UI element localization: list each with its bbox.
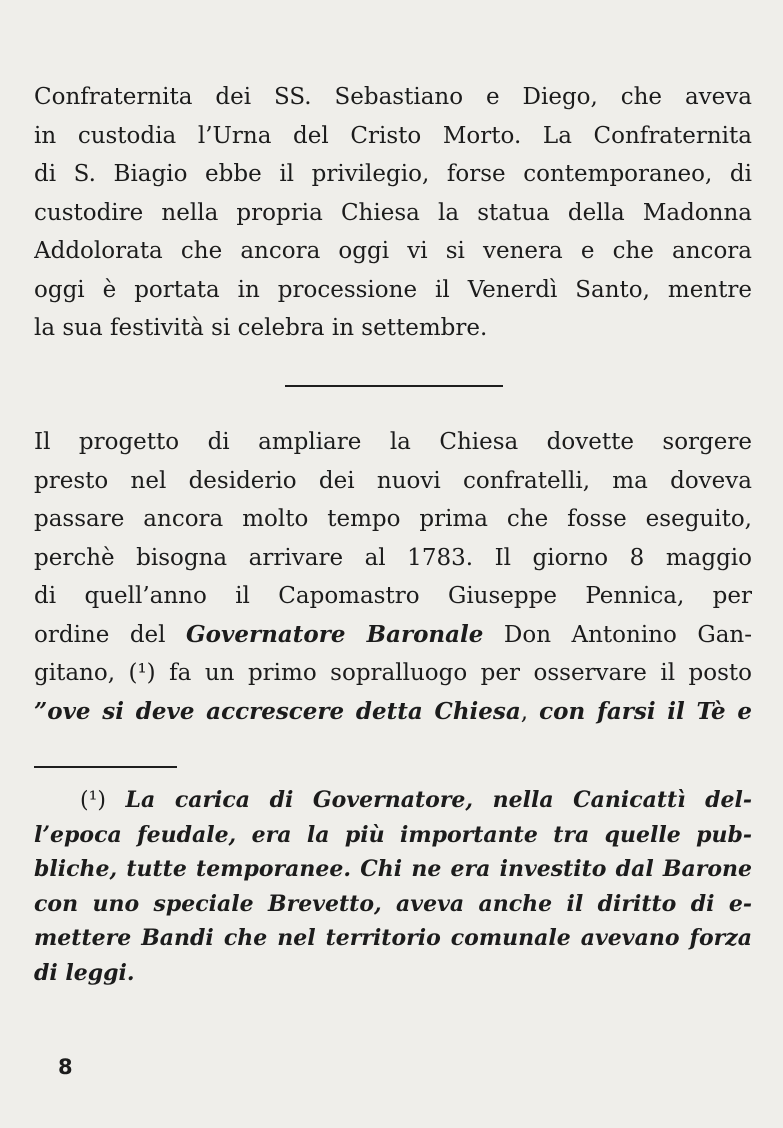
line-text: ,	[520, 698, 540, 725]
paragraph-2-line: gitano, (¹) fa un primo sopralluogo per osservare il posto	[34, 660, 752, 686]
footnote-line: mettere Bandi che nel territorio comunale avevano forza	[34, 925, 752, 951]
footnote-marker: (¹)	[80, 788, 106, 813]
footnote-line	[34, 783, 752, 818]
footnote-line: bliche, tutte temporanee. Chi ne era investito dal Barone	[34, 856, 752, 882]
paragraph-2-line	[34, 693, 752, 732]
italic-quote: ”ove si deve accrescere detta Chiesa	[34, 697, 521, 725]
footnote	[34, 783, 752, 990]
footnote-line: con uno speciale Brevetto, aveva anche il diritto di e-	[34, 890, 752, 917]
page-number: 8	[58, 1055, 73, 1079]
italic-title: Governatore Baronale	[186, 620, 484, 648]
paragraph-2-line: di quell’anno il Capomastro Giuseppe Pennica, per	[34, 583, 752, 609]
italic-quote: con farsi il Tè e	[539, 697, 752, 725]
paragraph-1-line: Addolorata che ancora oggi vi si venera e che ancora	[34, 238, 752, 264]
paragraph-1-line: in custodia l’Urna del Cristo Morto. La Confraternita	[34, 122, 752, 149]
section-divider	[285, 385, 503, 387]
line-text: ordine del	[34, 621, 187, 648]
paragraph-1-line: la sua festività si celebra in settembre.	[34, 315, 488, 341]
line-text: Don Antonino Gan-	[483, 621, 752, 648]
paragraph-2	[34, 423, 752, 731]
paragraph-1-line: Confraternita dei SS. Sebastiano e Diego, che aveva	[34, 84, 752, 110]
paragraph-2-line: perchè bisogna arrivare al 1783. Il giorno 8 maggio	[34, 544, 752, 571]
paragraph-2-line: Il progetto di ampliare la Chiesa dovette sorgere	[34, 429, 752, 455]
footnote-line: l’epoca feudale, era la più importante tra quelle pub-	[34, 821, 752, 848]
footnote-rule	[34, 766, 177, 768]
paragraph-1-line: di S. Biagio ebbe il privilegio, forse contemporaneo, di	[34, 161, 752, 187]
paragraph-1-line: oggi è portata in processione il Venerdì Santo, mentre	[34, 276, 752, 303]
paragraph-2-line: presto nel desiderio dei nuovi confratelli, ma doveva	[34, 467, 752, 494]
footnote-line: di leggi.	[34, 959, 135, 986]
paragraph-1	[34, 78, 752, 348]
footnote-text: La carica di Governatore, nella Canicattì del-	[125, 787, 752, 813]
paragraph-1-line: custodire nella propria Chiesa la statua della Madonna	[34, 199, 752, 226]
paragraph-2-line: passare ancora molto tempo prima che fosse eseguito,	[34, 506, 752, 532]
paragraph-2-line	[34, 616, 752, 655]
